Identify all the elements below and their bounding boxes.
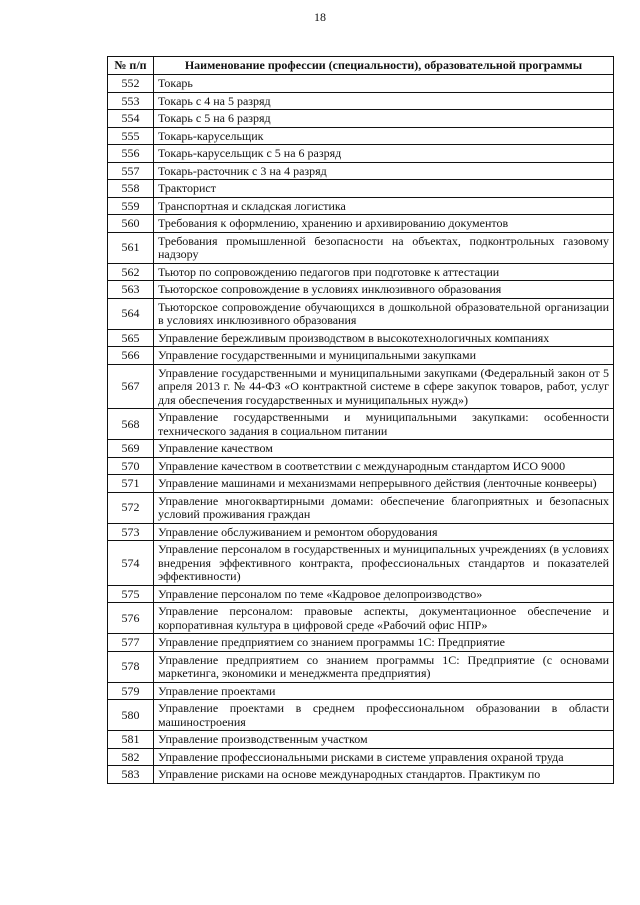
table-row bbox=[108, 440, 614, 458]
row-number: 562 bbox=[108, 263, 154, 281]
row-number: 574 bbox=[108, 541, 154, 586]
row-number: 564 bbox=[108, 298, 154, 329]
table-row bbox=[108, 215, 614, 233]
table-row bbox=[108, 766, 614, 784]
table-header-row bbox=[108, 57, 614, 75]
row-program-name: Управление бережливым производством в высокотехнологичных компаниях bbox=[154, 329, 614, 347]
row-number: 559 bbox=[108, 197, 154, 215]
table-row bbox=[108, 180, 614, 198]
row-program-name: Управление предприятием со знанием программы 1С: Предприятие (с основами маркетинга, экономики и менеджмента предприятия) bbox=[154, 651, 614, 682]
row-number: 575 bbox=[108, 585, 154, 603]
row-program-name: Токарь с 5 на 6 разряд bbox=[154, 110, 614, 128]
table-row bbox=[108, 162, 614, 180]
row-number: 573 bbox=[108, 523, 154, 541]
row-program-name: Управление проектами в среднем профессиональном образовании в области машиностроения bbox=[154, 700, 614, 731]
table-row bbox=[108, 263, 614, 281]
row-number: 554 bbox=[108, 110, 154, 128]
row-program-name: Тракторист bbox=[154, 180, 614, 198]
row-program-name: Требования промышленной безопасности на объектах, подконтрольных газовому надзору bbox=[154, 232, 614, 263]
row-number: 566 bbox=[108, 347, 154, 365]
table-row bbox=[108, 682, 614, 700]
table-row bbox=[108, 92, 614, 110]
row-number: 558 bbox=[108, 180, 154, 198]
row-program-name: Управление государственными и муниципальными закупками bbox=[154, 347, 614, 365]
row-program-name: Токарь с 4 на 5 разряд bbox=[154, 92, 614, 110]
table-row bbox=[108, 457, 614, 475]
row-number: 568 bbox=[108, 409, 154, 440]
row-program-name: Требования к оформлению, хранению и архивированию документов bbox=[154, 215, 614, 233]
table-row bbox=[108, 700, 614, 731]
table-row bbox=[108, 651, 614, 682]
row-program-name: Токарь-карусельщик bbox=[154, 127, 614, 145]
row-program-name: Управление предприятием со знанием программы 1С: Предприятие bbox=[154, 634, 614, 652]
table-row bbox=[108, 603, 614, 634]
row-program-name: Управление государственными и муниципальными закупками (Федеральный закон от 5 апреля 2013 г. № 44-ФЗ «О контрактной системе в сфере закупок товаров, работ, услуг для обеспечения государственных и муниципальных нужд») bbox=[154, 364, 614, 409]
row-number: 581 bbox=[108, 731, 154, 749]
table-row bbox=[108, 110, 614, 128]
row-program-name: Управление производственным участком bbox=[154, 731, 614, 749]
row-number: 569 bbox=[108, 440, 154, 458]
row-number: 567 bbox=[108, 364, 154, 409]
table-row bbox=[108, 364, 614, 409]
row-program-name: Управление рисками на основе международных стандартов. Практикум по bbox=[154, 766, 614, 784]
table-row bbox=[108, 409, 614, 440]
table-row bbox=[108, 298, 614, 329]
table-row bbox=[108, 523, 614, 541]
row-program-name: Тьюторское сопровождение обучающихся в дошкольной образовательной организации в условиях инклюзивного образования bbox=[154, 298, 614, 329]
row-number: 578 bbox=[108, 651, 154, 682]
row-number: 571 bbox=[108, 475, 154, 493]
row-program-name: Транспортная и складская логистика bbox=[154, 197, 614, 215]
table-row bbox=[108, 748, 614, 766]
table-row bbox=[108, 329, 614, 347]
row-number: 565 bbox=[108, 329, 154, 347]
header-name: Наименование профессии (специальности), образовательной программы bbox=[154, 57, 614, 75]
row-program-name: Управление персоналом: правовые аспекты, документационное обеспечение и корпоративная культура в цифровой среде «Рабочий офис НПР» bbox=[154, 603, 614, 634]
row-number: 577 bbox=[108, 634, 154, 652]
professions-table bbox=[107, 56, 614, 784]
row-number: 557 bbox=[108, 162, 154, 180]
row-program-name: Управление машинами и механизмами непрерывного действия (ленточные конвееры) bbox=[154, 475, 614, 493]
row-program-name: Управление персоналом по теме «Кадровое делопроизводство» bbox=[154, 585, 614, 603]
page-number: 18 bbox=[314, 10, 326, 24]
table-body bbox=[108, 75, 614, 784]
row-program-name: Управление проектами bbox=[154, 682, 614, 700]
row-number: 553 bbox=[108, 92, 154, 110]
row-program-name: Управление качеством bbox=[154, 440, 614, 458]
table-row bbox=[108, 634, 614, 652]
row-number: 561 bbox=[108, 232, 154, 263]
table-row bbox=[108, 281, 614, 299]
table-row bbox=[108, 145, 614, 163]
row-program-name: Управление государственными и муниципальными закупками: особенности технического задания в социальном питании bbox=[154, 409, 614, 440]
row-program-name: Токарь bbox=[154, 75, 614, 93]
row-number: 572 bbox=[108, 492, 154, 523]
table-row bbox=[108, 347, 614, 365]
table-row bbox=[108, 75, 614, 93]
row-program-name: Токарь-расточник с 3 на 4 разряд bbox=[154, 162, 614, 180]
table-row bbox=[108, 492, 614, 523]
row-number: 580 bbox=[108, 700, 154, 731]
table-header bbox=[108, 57, 614, 75]
row-number: 556 bbox=[108, 145, 154, 163]
row-program-name: Тьюторское сопровождение в условиях инклюзивного образования bbox=[154, 281, 614, 299]
header-number: № п/п bbox=[108, 57, 154, 75]
row-number: 576 bbox=[108, 603, 154, 634]
table-row bbox=[108, 541, 614, 586]
row-number: 583 bbox=[108, 766, 154, 784]
row-number: 579 bbox=[108, 682, 154, 700]
table-row bbox=[108, 731, 614, 749]
row-program-name: Управление персоналом в государственных и муниципальных учреждениях (в условиях внедрения эффективного контракта, профессиональных стандартов и показателей эффективности) bbox=[154, 541, 614, 586]
table-row bbox=[108, 475, 614, 493]
row-number: 582 bbox=[108, 748, 154, 766]
row-program-name: Управление обслуживанием и ремонтом оборудования bbox=[154, 523, 614, 541]
table-row bbox=[108, 585, 614, 603]
row-program-name: Управление профессиональными рисками в системе управления охраной труда bbox=[154, 748, 614, 766]
row-program-name: Тьютор по сопровождению педагогов при подготовке к аттестации bbox=[154, 263, 614, 281]
row-number: 560 bbox=[108, 215, 154, 233]
table-row bbox=[108, 232, 614, 263]
row-program-name: Управление качеством в соответствии с международным стандартом ИСО 9000 bbox=[154, 457, 614, 475]
row-number: 563 bbox=[108, 281, 154, 299]
table-row bbox=[108, 197, 614, 215]
row-number: 555 bbox=[108, 127, 154, 145]
table-row bbox=[108, 127, 614, 145]
row-number: 552 bbox=[108, 75, 154, 93]
row-program-name: Управление многоквартирными домами: обеспечение благоприятных и безопасных условий проживания граждан bbox=[154, 492, 614, 523]
row-program-name: Токарь-карусельщик с 5 на 6 разряд bbox=[154, 145, 614, 163]
row-number: 570 bbox=[108, 457, 154, 475]
